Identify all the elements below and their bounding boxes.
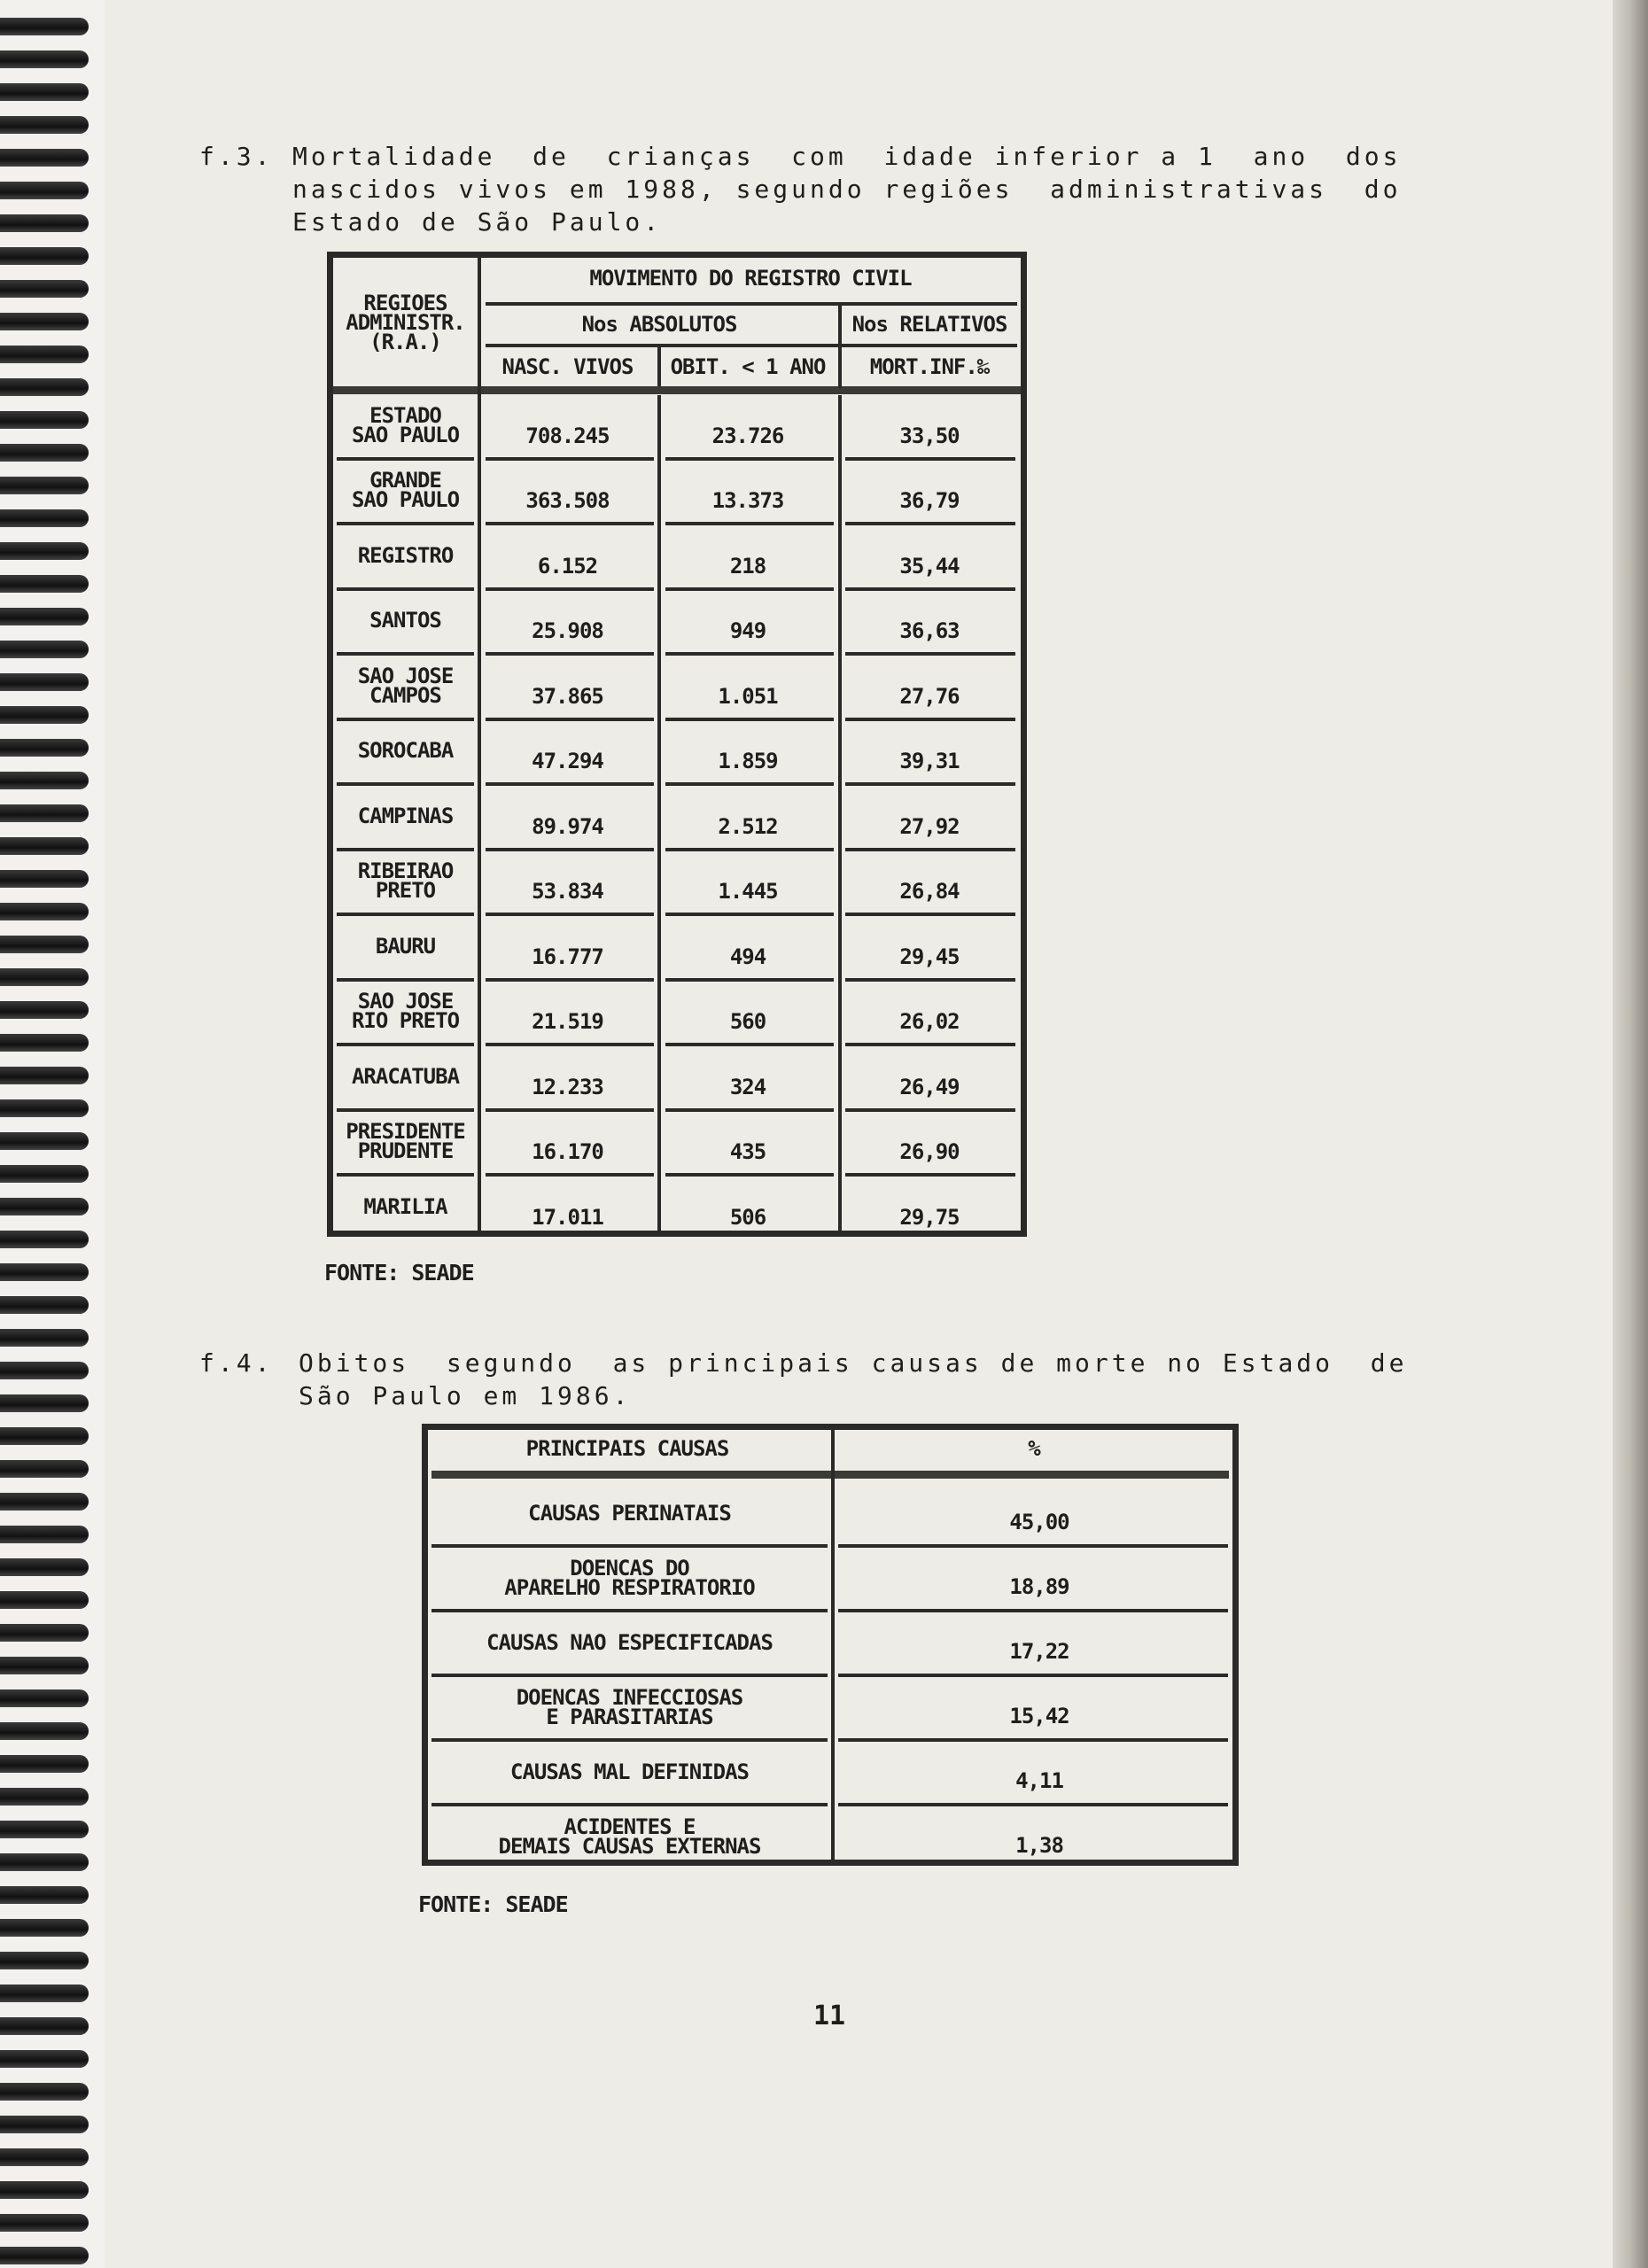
region-cell: SANTOS: [369, 608, 441, 633]
row-divider: [665, 1173, 834, 1177]
cause-cell: DOENCAS INFECCIOSAS E PARASITARIAS: [516, 1684, 743, 1729]
spiral-coil: [0, 1886, 89, 1904]
column-divider: [838, 304, 842, 388]
row-divider: [486, 1043, 654, 1046]
mortality-rate-cell: 35,44: [899, 553, 960, 579]
spiral-coil: [0, 1624, 89, 1642]
row-divider: [665, 782, 834, 786]
births-cell: 16.777: [532, 944, 603, 969]
region-cell: SOROCABA: [357, 738, 454, 764]
row-divider: [486, 848, 654, 851]
causes-of-death-table: [422, 1424, 1239, 1866]
row-divider: [838, 1803, 1228, 1806]
spiral-coil: [0, 1689, 89, 1707]
spiral-coil: [0, 1919, 89, 1937]
row-divider: [838, 1674, 1228, 1677]
spiral-coil: [0, 1526, 89, 1543]
deaths-cell: 506: [729, 1204, 766, 1230]
row-divider: [665, 457, 834, 461]
row-divider: [431, 1471, 1229, 1479]
spiral-coil: [0, 641, 89, 658]
deaths-cell: 13.373: [711, 488, 784, 514]
percent-cell: 1,38: [1015, 1832, 1063, 1858]
row-divider: [665, 587, 834, 591]
spiral-coil: [0, 313, 89, 330]
region-cell: REGISTRO: [357, 542, 454, 568]
deaths-cell: 949: [729, 618, 766, 644]
deaths-cell: 560: [729, 1009, 766, 1035]
page-edge: [1613, 0, 1648, 2268]
mortality-rate-cell: 26,49: [899, 1074, 960, 1099]
spiral-coil: [0, 2116, 89, 2133]
spiral-coil: [0, 2017, 89, 2035]
spiral-coil: [0, 2181, 89, 2199]
spiral-coil: [0, 936, 89, 953]
cause-cell: DOENCAS DO APARELHO RESPIRATORIO: [504, 1555, 755, 1600]
row-divider: [486, 652, 654, 656]
spiral-coil: [0, 1493, 89, 1511]
section-f3-line-1: Mortalidade de crianças com idade inferior a 1 ano dos: [292, 142, 1402, 171]
births-cell: 12.233: [532, 1074, 603, 1099]
section-f4-line-2: São Paulo em 1986.: [299, 1381, 632, 1410]
region-cell: MARILIA: [363, 1193, 447, 1219]
spiral-coil: [0, 444, 89, 462]
spiral-coil: [0, 2148, 89, 2166]
column-header: NASC. VIVOS: [501, 353, 634, 379]
spiral-coil: [0, 1329, 89, 1347]
mortality-rate-cell: 26,90: [899, 1139, 960, 1165]
section-f3-line-2: nascidos vivos em 1988, segundo regiões administrativas do: [292, 175, 1402, 204]
spiral-coil: [0, 2050, 89, 2068]
births-cell: 21.519: [532, 1009, 603, 1035]
row-divider: [845, 652, 1015, 656]
row-divider: [665, 1043, 834, 1046]
row-divider: [845, 522, 1015, 525]
section-f4-line-1: Obitos segundo as principais causas de morte no Estado de: [299, 1348, 1408, 1378]
births-cell: 6.152: [537, 553, 598, 579]
births-cell: 708.245: [525, 423, 610, 448]
cause-cell: ACIDENTES E DEMAIS CAUSAS EXTERNAS: [498, 1814, 761, 1859]
row-divider: [845, 457, 1015, 461]
row-divider: [486, 457, 654, 461]
spiral-coil: [0, 1198, 89, 1216]
mortality-rate-cell: 36,79: [899, 488, 960, 514]
spiral-coil: [0, 1460, 89, 1478]
infant-mortality-table: [327, 252, 1027, 1237]
spiral-coil: [0, 214, 89, 232]
spiral-coil: [0, 378, 89, 396]
row-divider: [665, 978, 834, 982]
deaths-cell: 1.859: [718, 749, 778, 774]
row-divider: [486, 1108, 654, 1112]
row-divider: [838, 1609, 1228, 1612]
births-cell: 53.834: [532, 879, 603, 905]
header-group: MOVIMENTO DO REGISTRO CIVIL: [589, 265, 912, 291]
region-cell: BAURU: [375, 933, 436, 959]
spiral-coil: [0, 149, 89, 167]
spiral-coil: [0, 411, 89, 429]
spiral-coil: [0, 804, 89, 822]
column-divider: [657, 395, 661, 1231]
births-cell: 17.011: [532, 1204, 603, 1230]
region-cell: RIBEIRAO PRETO: [357, 858, 454, 904]
spiral-coil: [0, 575, 89, 593]
row-divider: [665, 522, 834, 525]
row-divider: [486, 978, 654, 982]
region-cell: PRESIDENTE PRUDENTE: [346, 1119, 465, 1164]
row-divider: [838, 1544, 1228, 1548]
table2-source: FONTE: SEADE: [418, 1891, 568, 1917]
row-divider: [845, 587, 1015, 591]
spiral-coil: [0, 1722, 89, 1740]
spiral-coil: [0, 280, 89, 298]
mortality-rate-cell: 33,50: [899, 423, 960, 448]
row-divider: [838, 1738, 1228, 1742]
region-cell: GRANDE SAO PAULO: [351, 468, 460, 513]
row-divider: [845, 978, 1015, 982]
spiral-coil: [0, 739, 89, 757]
spiral-coil: [0, 2247, 89, 2264]
spiral-coil: [0, 1001, 89, 1019]
spiral-coil: [0, 1132, 89, 1150]
row-divider: [845, 782, 1015, 786]
spiral-coil: [0, 1657, 89, 1674]
header-percent: %: [1028, 1436, 1040, 1461]
deaths-cell: 2.512: [718, 813, 778, 839]
header-relative: Nos RELATIVOS: [851, 311, 1007, 337]
spiral-coil: [0, 83, 89, 101]
deaths-cell: 324: [729, 1074, 766, 1099]
percent-cell: 17,22: [1009, 1638, 1069, 1664]
spiral-coil: [0, 1788, 89, 1806]
spiral-coil: [0, 2214, 89, 2232]
spiral-coil: [0, 247, 89, 265]
header-absolute: Nos ABSOLUTOS: [581, 311, 737, 337]
row-divider: [486, 782, 654, 786]
row-divider: [486, 522, 654, 525]
column-divider: [657, 346, 661, 386]
row-divider: [486, 913, 654, 916]
mortality-rate-cell: 29,45: [899, 944, 960, 969]
column-divider: [838, 395, 842, 1231]
spiral-coil: [0, 1263, 89, 1281]
column-divider: [831, 1430, 835, 1860]
row-divider: [665, 1108, 834, 1112]
spiral-coil: [0, 477, 89, 494]
region-cell: SAO JOSE CAMPOS: [357, 663, 454, 708]
spiral-coil: [0, 1821, 89, 1838]
row-divider: [333, 386, 1021, 394]
row-divider: [486, 1173, 654, 1177]
spiral-coil: [0, 1067, 89, 1084]
deaths-cell: 218: [729, 553, 766, 579]
spiral-coil: [0, 837, 89, 855]
spiral-coil: [0, 1591, 89, 1609]
column-header: MORT.INF.‰: [869, 353, 990, 379]
row-divider: [845, 848, 1015, 851]
region-cell: ARACATUBA: [351, 1063, 460, 1089]
spiral-coil: [0, 1165, 89, 1183]
section-f3-line-3: Estado de São Paulo.: [292, 207, 663, 237]
spiral-coil: [0, 608, 89, 625]
cause-cell: CAUSAS MAL DEFINIDAS: [510, 1759, 749, 1784]
spiral-coil: [0, 346, 89, 363]
spiral-coil: [0, 968, 89, 986]
spiral-coil: [0, 542, 89, 560]
spiral-coil: [0, 1558, 89, 1576]
mortality-rate-cell: 36,63: [899, 618, 960, 644]
mortality-rate-cell: 26,02: [899, 1009, 960, 1035]
row-divider: [845, 1173, 1015, 1177]
spiral-coil: [0, 706, 89, 724]
region-cell: SAO JOSE RIO PRETO: [351, 989, 460, 1034]
spiral-coil: [0, 18, 89, 35]
spiral-coil: [0, 1099, 89, 1117]
row-divider: [845, 1108, 1015, 1112]
deaths-cell: 494: [729, 944, 766, 969]
cause-cell: CAUSAS NAO ESPECIFICADAS: [486, 1629, 773, 1655]
spiral-coil: [0, 772, 89, 789]
spiral-coil: [0, 1755, 89, 1773]
spiral-coil: [0, 903, 89, 920]
spiral-binding: [0, 0, 105, 2268]
births-cell: 89.974: [532, 813, 603, 839]
deaths-cell: 435: [729, 1139, 766, 1165]
header-causes: PRINCIPAIS CAUSAS: [525, 1436, 729, 1461]
percent-cell: 4,11: [1015, 1767, 1063, 1793]
spiral-coil: [0, 673, 89, 691]
row-divider: [665, 718, 834, 721]
spiral-coil: [0, 509, 89, 527]
mortality-rate-cell: 39,31: [899, 749, 960, 774]
births-cell: 16.170: [532, 1139, 603, 1165]
row-divider: [665, 652, 834, 656]
percent-cell: 18,89: [1009, 1573, 1069, 1599]
spiral-coil: [0, 1296, 89, 1314]
column-header: OBIT. < 1 ANO: [670, 353, 826, 379]
region-cell: CAMPINAS: [357, 803, 454, 828]
births-cell: 363.508: [525, 488, 610, 514]
spiral-coil: [0, 1034, 89, 1052]
births-cell: 37.865: [532, 683, 603, 709]
spiral-coil: [0, 870, 89, 888]
mortality-rate-cell: 27,76: [899, 683, 960, 709]
region-cell: ESTADO SAO PAULO: [351, 402, 460, 447]
row-divider: [665, 848, 834, 851]
spiral-coil: [0, 1984, 89, 2002]
spiral-coil: [0, 1952, 89, 1969]
percent-cell: 45,00: [1009, 1509, 1069, 1534]
header-regions: REGIOES ADMINISTR. (R.A.): [346, 290, 465, 354]
mortality-rate-cell: 26,84: [899, 879, 960, 905]
deaths-cell: 1.051: [718, 683, 778, 709]
row-divider: [486, 718, 654, 721]
row-divider: [845, 1043, 1015, 1046]
section-f3-number: f.3.: [199, 142, 274, 171]
mortality-rate-cell: 27,92: [899, 813, 960, 839]
births-cell: 25.908: [532, 618, 603, 644]
percent-cell: 15,42: [1009, 1703, 1069, 1728]
page-number: 11: [813, 2000, 846, 2031]
table1-source: FONTE: SEADE: [324, 1260, 474, 1285]
spiral-coil: [0, 1427, 89, 1445]
deaths-cell: 23.726: [711, 423, 784, 448]
row-divider: [845, 913, 1015, 916]
births-cell: 47.294: [532, 749, 603, 774]
spiral-coil: [0, 182, 89, 199]
section-f4-number: f.4.: [199, 1348, 274, 1378]
spiral-coil: [0, 116, 89, 134]
deaths-cell: 1.445: [718, 879, 778, 905]
row-divider: [665, 913, 834, 916]
row-divider: [845, 718, 1015, 721]
cause-cell: CAUSAS PERINATAIS: [528, 1500, 731, 1526]
spiral-coil: [0, 1853, 89, 1871]
spiral-coil: [0, 1362, 89, 1379]
mortality-rate-cell: 29,75: [899, 1204, 960, 1230]
row-divider: [486, 587, 654, 591]
spiral-coil: [0, 50, 89, 68]
spiral-coil: [0, 1231, 89, 1248]
spiral-coil: [0, 2083, 89, 2101]
spiral-coil: [0, 1394, 89, 1412]
